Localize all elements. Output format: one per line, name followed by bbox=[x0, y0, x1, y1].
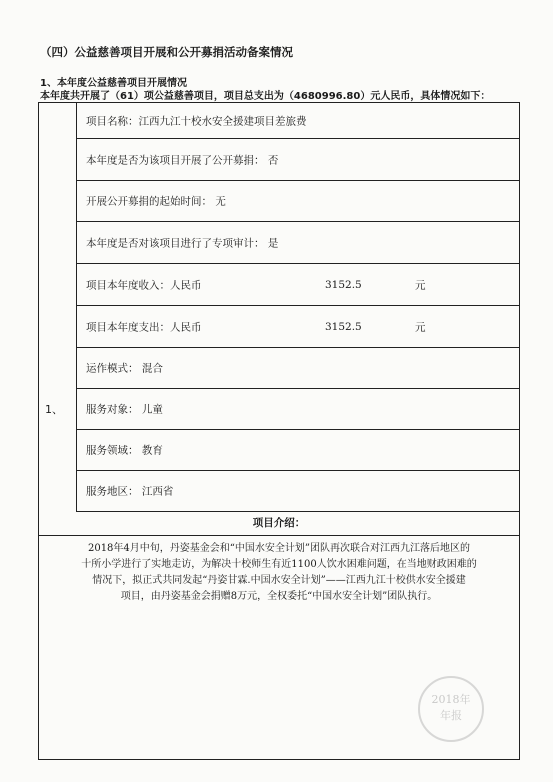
row-expense bbox=[76, 306, 519, 348]
intro-line: 情况下，拟正式共同发起“丹姿甘霖.中国水安全计划”——江西九江十校供水安全援建 bbox=[92, 575, 466, 586]
project-table bbox=[38, 102, 520, 760]
row-fundraising bbox=[76, 139, 519, 181]
intro-line: 项目，由丹姿基金会捐赠8万元，全权委托“中国水安全计划”团队执行。 bbox=[120, 591, 438, 602]
summary-line: 本年度共开展了（61）项公益慈善项目，项目总支出为（4680996.80）元人民币，具体情况如下： bbox=[40, 91, 491, 102]
annual-report-stamp bbox=[418, 676, 484, 742]
row-income bbox=[76, 264, 519, 306]
income-unit: 元 bbox=[415, 279, 426, 291]
income-label: 项目本年度收入：人民币 bbox=[86, 279, 202, 291]
service-field: 服务领域： 教育 bbox=[86, 444, 163, 457]
fundraising-status: 本年度是否为该项目开展了公开募捐： 否 bbox=[86, 154, 279, 166]
intro-line: 十所小学进行了实地走访，为解决十校师生有近1100人饮水困难问题，在当地财政困难的 bbox=[81, 559, 477, 570]
row-field bbox=[76, 430, 519, 471]
stamp-text: 年报 bbox=[440, 709, 462, 722]
expense-amount: 3152.5 bbox=[325, 320, 362, 333]
stamp-year: 2018年 bbox=[431, 693, 471, 706]
row-target bbox=[76, 389, 519, 430]
row-project-name bbox=[76, 103, 519, 139]
intro-line: 2018年4月中旬，丹姿基金会和“中国水安全计划”团队再次联合对江西九江落后地区的 bbox=[87, 543, 471, 554]
service-target: 服务对象： 儿童 bbox=[86, 403, 163, 416]
intro-body bbox=[45, 541, 513, 605]
service-region: 服务地区： 江西省 bbox=[86, 485, 174, 498]
row-start-time bbox=[76, 181, 519, 222]
row-mode bbox=[76, 348, 519, 389]
intro-heading: 项目介绍： bbox=[39, 512, 519, 536]
income-amount: 3152.5 bbox=[325, 278, 362, 291]
section-title: （四）公益慈善项目开展和公开募捐活动备案情况 bbox=[40, 45, 293, 59]
sub-title: 1、本年度公益慈善项目开展情况 bbox=[40, 78, 187, 89]
audit-status: 本年度是否对该项目进行了专项审计： 是 bbox=[86, 237, 279, 249]
project-index: 1、 bbox=[45, 403, 63, 416]
project-name: 项目名称：江西九江十校水安全援建项目差旅费 bbox=[86, 115, 307, 127]
row-region bbox=[76, 471, 519, 512]
row-audit bbox=[76, 222, 519, 264]
operation-mode: 运作模式： 混合 bbox=[86, 362, 163, 375]
expense-unit: 元 bbox=[415, 321, 426, 333]
expense-label: 项目本年度支出：人民币 bbox=[86, 321, 202, 333]
fundraising-start-time: 开展公开募捐的起始时间： 无 bbox=[86, 195, 226, 208]
index-column bbox=[39, 103, 77, 511]
